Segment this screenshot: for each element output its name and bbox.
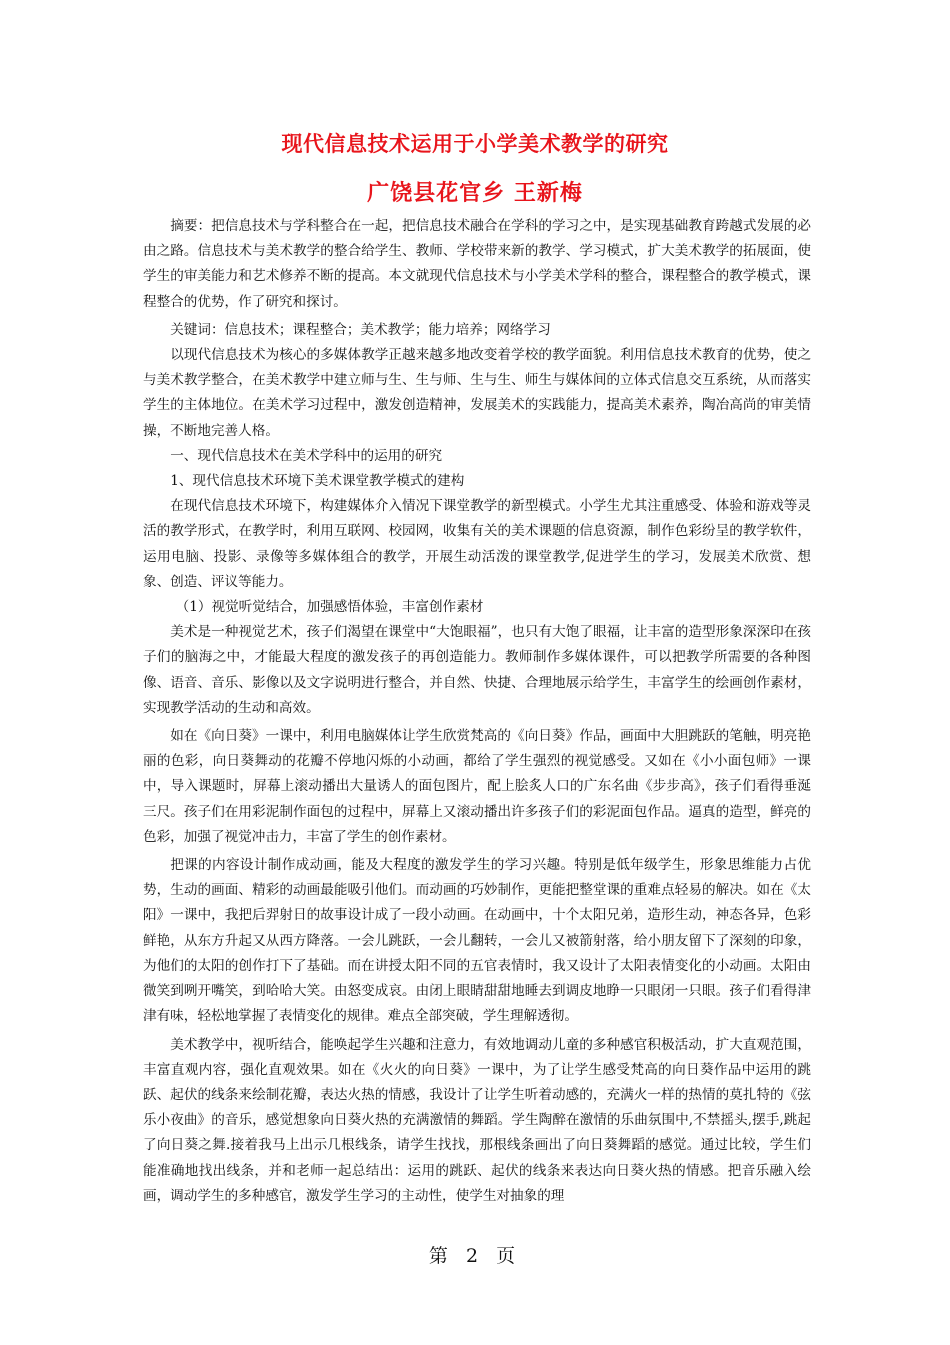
body-paragraph: 美术教学中，视听结合，能唤起学生兴趣和注意力，有效地调动儿童的多种感官积极活动，扩大直观范围，丰富直观内容，强化直观效果。如在《火火的向日葵》一课中，为了让学生感受梵高的向日葵作品中运用的跳跃、起伏的线条来绘制花瓣，表达火热的情感，我设计了让学生听着动感的，充满火一样的热情的莫扎特的《弦乐小夜曲》的音乐，感觉想象向日葵火热的充满激情的舞蹈。学生陶醉在激情的乐曲氛围中,不禁摇头,摆手,跳起了向日葵之舞.接着我马上出示几根线条，请学生找找，那根线条画出了向日葵舞蹈的感觉。通过比较，学生们能准确地找出线条，并和老师一起总结出：运用的跳跃、起伏的线条来表达向日葵火热的情感。把音乐融入绘画，调动学生的多种感官，激发学生学习的主动性，使学生对抽象的理 [143,1036,811,1204]
body-paragraph: 美术是一种视觉艺术，孩子们渴望在课堂中“大饱眼福”，也只有大饱了眼福，让丰富的造型形象深深印在孩子们的脑海之中，才能最大程度的激发孩子的再创造能力。教师制作多媒体课件，可以把教学所需要的各种图像、语音、音乐、影像以及文字说明进行整合，并自然、快捷、合理地展示给学生，丰富学生的绘画创作素材，实现教学活动的生动和高效。 [143,624,811,716]
body-paragraph: 把课的内容设计制作成动画，能及大程度的激发学生的学习兴趣。特别是低年级学生，形象思维能力占优势，生动的画面、精彩的动画最能吸引他们。而动画的巧妙制作，更能把整堂课的重难点轻易的解决。如在《太阳》一课中，我把后羿射日的故事设计成了一段小动画。在动画中，十个太阳兄弟，造形生动，神态各异，色彩鲜艳，从东方升起又从西方降落。一会儿跳跃，一会儿翻转，一会儿又被箭射落，给小朋友留下了深刻的印象，为他们的太阳的创作打下了基础。而在讲授太阳不同的五官表情时，我又设计了太阳表情变化的小动画。太阳由微笑到咧开嘴笑，到哈哈大笑。由怒变成哀。由闭上眼睛甜甜地睡去到调皮地睁一只眼闭一只眼。孩子们看得津津有味，轻松地掌握了表情变化的规律。难点全部突破，学生理解透彻。 [143,857,811,1025]
body-paragraph: 如在《向日葵》一课中，利用电脑媒体让学生欣赏梵高的《向日葵》作品，画面中大胆跳跃的笔触，明亮艳丽的色彩，向日葵舞动的花瓣不停地闪烁的小动画，都给了学生强烈的视觉感受。又如在《小小面包师》一课中，导入课题时，屏幕上滚动播出大量诱人的面包图片，配上脍炙人口的广东名曲《步步高》，孩子们看得垂涎三尺。孩子们在用彩泥制作面包的过程中，屏幕上又滚动播出许多孩子们的彩泥面包作品。逼真的造型，鲜亮的色彩，加强了视觉冲击力，丰富了学生的创作素材。 [143,728,811,845]
document-author: 广饶县花官乡 王新梅 [367,181,583,206]
section-heading-1: 一、现代信息技术在美术学科中的运用的研究 [170,447,443,464]
abstract-paragraph: 摘要：把信息技术与学科整合在一起，把信息技术融合在学科的学习之中，是实现基础教育跨越式发展的必由之路。信息技术与美术教学的整合给学生、教师、学校带来新的教学、学习模式，扩大美术教学的拓展面，使学生的审美能力和艺术修养不断的提高。本文就现代信息技术与小学美术学科的整合，课程整合的教学模式，课程整合的优势，作了研究和探讨。 [143,218,811,310]
intro-paragraph: 以现代信息技术为核心的多媒体教学正越来越多地改变着学校的教学面貌。利用信息技术教育的优势，使之与美术教学整合，在美术教学中建立师与生、生与师、生与生、师生与媒体间的立体式信息交互系统，从而落实学生的主体地位。在美术学习过程中，激发创造精神，发展美术的实践能力，提高美术素养，陶冶高尚的审美情操，不断地完善人格。 [143,347,811,439]
document-body [143,214,811,1209]
document-title: 现代信息技术运用于小学美术教学的研究 [281,132,669,156]
subsection-heading-2: （1）视觉听觉结合，加强感悟体验，丰富创作素材 [175,599,484,616]
body-paragraph: 在现代信息技术环境下，构建媒体介入情况下课堂教学的新型模式。小学生尤其注重感受、体验和游戏等灵活的教学形式，在教学时，利用互联网、校园网，收集有关的美术课题的信息资源，制作色彩纷呈的教学软件，运用电脑、投影、录像等多媒体组合的教学，开展生动活泼的课堂教学,促进学生的学习，发展美术欣赏、想象、创造、评议等能力。 [143,498,811,590]
subsection-heading-1: 1、现代信息技术环境下美术课堂教学模式的建构 [170,473,465,490]
page-number: 第 2 页 [428,1245,522,1267]
keywords-paragraph: 关键词：信息技术；课程整合；美术教学；能力培养；网络学习 [170,321,551,338]
